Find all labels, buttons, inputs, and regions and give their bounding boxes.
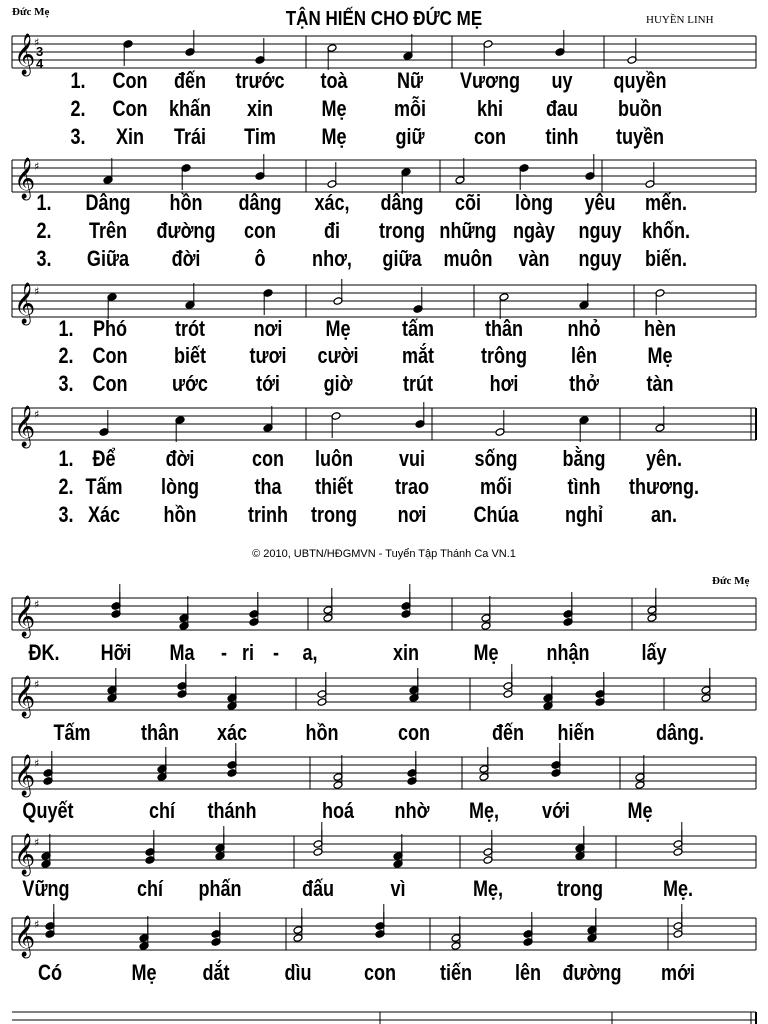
lyric-syllable: Phó xyxy=(92,316,128,341)
note-head xyxy=(555,30,565,56)
lyric-syllable: đến xyxy=(491,720,525,745)
note-head xyxy=(99,410,109,436)
note-head xyxy=(185,283,195,309)
lyric-syllable: nguy xyxy=(578,218,622,243)
staff xyxy=(12,408,756,440)
lyric-syllable: dâng xyxy=(380,190,424,215)
lyric-syllable: thở xyxy=(569,371,599,396)
note-head xyxy=(403,34,413,60)
key-signature-sharp-icon: ♯ xyxy=(34,36,40,49)
lyric-syllable: trút xyxy=(402,371,434,396)
treble-clef-icon: 𝄞 xyxy=(14,283,36,324)
lyric-syllable: đi xyxy=(323,218,341,243)
lyric-syllable: khấn xyxy=(168,96,212,121)
lyric-syllable: hồn xyxy=(305,720,339,745)
time-signature-top: 3 xyxy=(36,44,44,59)
lyric-syllable: nghỉ xyxy=(564,502,604,527)
lyric-syllable: a, xyxy=(302,640,318,665)
lyric-syllable: con xyxy=(243,218,277,243)
lyric-syllable: thân xyxy=(140,720,180,745)
lyric-syllable: nơi xyxy=(397,502,427,527)
lyric-syllable: Mẹ xyxy=(321,96,347,121)
lyric-syllable: lòng xyxy=(514,190,554,215)
lyric-syllable: vui xyxy=(398,446,426,471)
lyric-syllable: trinh xyxy=(247,502,289,527)
copyright-notice: © 2010, UBTN/HĐGMVN - Tuyển Tập Thánh Ca VN.1 xyxy=(252,548,516,560)
lyric-syllable: hồn xyxy=(169,190,203,215)
lyric-syllable: - xyxy=(272,640,280,665)
lyric-syllable: khốn. xyxy=(641,218,691,243)
staff xyxy=(12,36,756,68)
lyric-syllable: đời xyxy=(171,246,201,271)
note-head xyxy=(483,40,493,66)
lyric-syllable: giờ xyxy=(323,371,353,396)
treble-clef-icon: 𝄞 xyxy=(14,406,36,447)
lyric-syllable: Vững xyxy=(22,876,70,901)
lyric-syllable: hiến xyxy=(557,720,595,745)
treble-clef-icon: 𝄞 xyxy=(14,158,36,199)
lyric-syllable: Mẹ, xyxy=(468,798,500,823)
lyric-syllable: Tim xyxy=(244,124,276,149)
lyric-syllable: tinh xyxy=(545,124,579,149)
lyric-syllable: nhơ, xyxy=(312,246,352,271)
lyric-syllable: 1. xyxy=(58,446,74,471)
treble-clef-icon: 𝄞 xyxy=(14,755,36,796)
lyric-syllable: 2. xyxy=(58,343,74,368)
lyric-syllable: trong xyxy=(378,218,426,243)
lyric-syllable: con xyxy=(363,960,397,985)
note-head xyxy=(655,289,665,315)
note-head xyxy=(185,30,195,56)
lyric-syllable: Tấm xyxy=(85,474,123,499)
lyric-syllable: nơi xyxy=(253,316,283,341)
note-head xyxy=(263,289,273,315)
lyric-syllable: thương. xyxy=(629,474,699,499)
lyric-syllable: hèn xyxy=(643,316,677,341)
lyric-syllable: quyền xyxy=(613,68,667,93)
treble-clef-icon: 𝄞 xyxy=(14,916,36,957)
lyric-syllable: Mẹ xyxy=(321,124,347,149)
lyric-syllable: buồn xyxy=(617,96,663,121)
lyric-syllable: Ma xyxy=(169,640,195,665)
note-head xyxy=(327,162,337,188)
lyric-syllable: mến. xyxy=(644,190,688,215)
lyric-syllable: 3. xyxy=(58,371,74,396)
staff xyxy=(12,598,756,630)
lyric-syllable: 2. xyxy=(70,96,86,121)
lyric-syllable: an. xyxy=(650,502,678,527)
lyric-syllable: Mẹ xyxy=(647,343,673,368)
lyric-syllable: lên xyxy=(570,343,598,368)
lyric-syllable: con xyxy=(397,720,431,745)
lyric-syllable: khi xyxy=(476,96,504,121)
note-head xyxy=(333,279,343,305)
lyric-syllable: Trên xyxy=(88,218,128,243)
lyric-syllable: con xyxy=(251,446,285,471)
note-head xyxy=(331,412,341,438)
lyric-syllable: dâng. xyxy=(655,720,705,745)
lyric-syllable: Mẹ xyxy=(627,798,653,823)
lyric-syllable: Con xyxy=(112,68,148,93)
lyric-syllable: toà xyxy=(320,68,348,93)
lyric-syllable: 1. xyxy=(70,68,86,93)
key-signature-sharp-icon: ♯ xyxy=(34,285,40,298)
lyric-syllable: Vương xyxy=(460,68,520,93)
lyric-syllable: nhỏ xyxy=(567,316,601,341)
lyric-syllable: chí xyxy=(148,798,176,823)
treble-clef-icon: 𝄞 xyxy=(14,596,36,637)
note-head xyxy=(627,38,637,64)
lyric-syllable: Mẹ xyxy=(325,316,351,341)
key-signature-sharp-icon: ♯ xyxy=(34,598,40,611)
lyric-syllable: 1. xyxy=(58,316,74,341)
lyric-syllable: Con xyxy=(92,371,128,396)
note-head xyxy=(415,402,425,428)
note-head xyxy=(585,154,595,180)
lyric-syllable: yêu xyxy=(584,190,616,215)
lyric-syllable: yên. xyxy=(645,446,683,471)
lyric-syllable: lòng xyxy=(160,474,200,499)
lyric-syllable: xin xyxy=(246,96,274,121)
key-signature-sharp-icon: ♯ xyxy=(34,160,40,173)
lyric-syllable: tuyền xyxy=(615,124,665,149)
note-head xyxy=(519,164,529,190)
note-head xyxy=(579,283,589,309)
lyric-syllable: những xyxy=(439,218,497,243)
lyric-syllable: mới xyxy=(661,960,695,985)
lyric-syllable: vì xyxy=(390,876,406,901)
lyric-syllable: đấu xyxy=(301,876,335,901)
lyric-syllable: ĐK. xyxy=(28,640,60,665)
lyric-syllable: đời xyxy=(165,446,195,471)
lyric-syllable: giữa xyxy=(382,246,422,271)
lyric-syllable: trong xyxy=(310,502,358,527)
staff xyxy=(12,678,756,710)
lyric-syllable: Có xyxy=(37,960,63,985)
lyric-syllable: Quyết xyxy=(22,798,74,823)
lyric-syllable: 2. xyxy=(58,474,74,499)
lyric-syllable: ô xyxy=(254,246,266,271)
lyric-syllable: biết xyxy=(173,343,207,368)
lyric-syllable: hơi xyxy=(489,371,519,396)
note-head xyxy=(255,38,265,64)
lyric-syllable: - xyxy=(220,640,228,665)
key-signature-sharp-icon: ♯ xyxy=(34,918,40,931)
treble-clef-icon: 𝄞 xyxy=(14,676,36,717)
lyric-syllable: Mẹ xyxy=(131,960,157,985)
lyric-syllable: Tấm xyxy=(53,720,91,745)
lyric-syllable: biến. xyxy=(644,246,688,271)
lyric-syllable: 3. xyxy=(58,502,74,527)
lyric-syllable: Mẹ. xyxy=(662,876,694,901)
lyric-syllable: cười xyxy=(317,343,359,368)
lyric-syllable: trong xyxy=(556,876,604,901)
lyric-syllable: 3. xyxy=(36,246,52,271)
lyric-syllable: nhận xyxy=(546,640,590,665)
note-head xyxy=(327,44,337,70)
lyric-syllable: xin xyxy=(392,640,420,665)
lyric-syllable: mối xyxy=(479,474,513,499)
lyric-syllable: Mẹ, xyxy=(472,876,504,901)
lyric-syllable: nguy xyxy=(578,246,622,271)
lyric-syllable: xác, xyxy=(314,190,350,215)
note-head xyxy=(579,416,589,442)
note-head xyxy=(495,410,505,436)
lyric-syllable: dâng xyxy=(238,190,282,215)
staff xyxy=(12,285,756,317)
lyric-syllable: Giữa xyxy=(86,246,130,271)
lyric-syllable: thiết xyxy=(314,474,354,499)
lyric-syllable: Dâng xyxy=(85,190,131,215)
lyric-syllable: lên xyxy=(514,960,542,985)
lyric-syllable: Xác xyxy=(87,502,121,527)
note-head xyxy=(655,406,665,432)
song-title: TẬN HIẾN CHO ĐỨC MẸ xyxy=(285,8,483,30)
lyric-syllable: giữ xyxy=(395,124,425,149)
key-signature-sharp-icon: ♯ xyxy=(34,836,40,849)
staff-partial xyxy=(12,1012,756,1024)
lyric-syllable: trao xyxy=(394,474,430,499)
treble-clef-icon: 𝄞 xyxy=(14,834,36,875)
page-tag: Đức Mẹ xyxy=(12,6,50,18)
lyric-syllable: sống xyxy=(474,446,518,471)
lyric-syllable: trước xyxy=(235,68,285,93)
lyric-syllable: nhờ xyxy=(394,798,430,823)
lyric-syllable: hoá xyxy=(321,798,355,823)
lyric-syllable: muôn xyxy=(443,246,493,271)
lyric-syllable: đau xyxy=(545,96,579,121)
note-head xyxy=(263,406,273,432)
lyric-syllable: Chúa xyxy=(473,502,519,527)
lyric-syllable: Trái xyxy=(173,124,207,149)
key-signature-sharp-icon: ♯ xyxy=(34,757,40,770)
note-head xyxy=(181,164,191,190)
note-head xyxy=(645,162,655,188)
lyric-syllable: Để xyxy=(92,446,116,471)
lyric-syllable: Nữ xyxy=(396,68,424,93)
lyric-syllable: cõi xyxy=(454,190,482,215)
lyric-syllable: Xin xyxy=(115,124,145,149)
lyric-syllable: trông xyxy=(480,343,528,368)
note-head xyxy=(455,158,465,184)
lyric-syllable: uy xyxy=(551,68,573,93)
lyric-syllable: con xyxy=(473,124,507,149)
lyric-syllable: mắt xyxy=(401,343,435,368)
lyric-syllable: dắt xyxy=(202,960,230,985)
lyric-syllable: xác xyxy=(216,720,248,745)
lyric-syllable: phấn xyxy=(198,876,242,901)
key-signature-sharp-icon: ♯ xyxy=(34,678,40,691)
note-head xyxy=(413,287,423,313)
note-head xyxy=(103,158,113,184)
second-page-tag: Đức Mẹ xyxy=(712,575,750,587)
lyric-syllable: 3. xyxy=(70,124,86,149)
lyric-syllable: đường xyxy=(562,960,622,985)
lyric-syllable: đường xyxy=(156,218,216,243)
lyric-syllable: lấy xyxy=(641,640,667,665)
lyric-syllable: thánh xyxy=(207,798,257,823)
lyric-syllable: với xyxy=(542,798,570,823)
lyric-syllable: đến xyxy=(173,68,207,93)
lyric-syllable: ước xyxy=(172,371,208,396)
lyric-syllable: mỗi xyxy=(393,96,427,121)
lyric-syllable: 2. xyxy=(36,218,52,243)
key-signature-sharp-icon: ♯ xyxy=(34,408,40,421)
lyric-syllable: luôn xyxy=(314,446,354,471)
lyric-syllable: Hỡi xyxy=(100,640,132,665)
lyric-syllable: vàn xyxy=(518,246,550,271)
staff xyxy=(12,160,756,192)
lyric-syllable: thân xyxy=(484,316,524,341)
lyric-syllable: hồn xyxy=(163,502,197,527)
lyric-syllable: trót xyxy=(174,316,206,341)
lyric-syllable: ngày xyxy=(512,218,556,243)
lyric-syllable: 1. xyxy=(36,190,52,215)
note-head xyxy=(255,154,265,180)
staff xyxy=(12,836,756,868)
lyric-syllable: tha xyxy=(254,474,282,499)
lyric-syllable: tươi xyxy=(249,343,287,368)
lyric-syllable: dìu xyxy=(284,960,312,985)
lyric-syllable: bằng xyxy=(562,446,606,471)
lyric-syllable: tấm xyxy=(401,316,435,341)
treble-clef-icon: 𝄞 xyxy=(14,34,36,75)
time-signature-bottom: 4 xyxy=(36,56,44,71)
composer-name: HUYỀN LINH xyxy=(646,14,714,26)
lyric-syllable: Mẹ xyxy=(473,640,499,665)
lyric-syllable: tình xyxy=(567,474,601,499)
lyric-syllable: tiến xyxy=(439,960,473,985)
lyric-syllable: tàn xyxy=(646,371,674,396)
note-head xyxy=(175,416,185,442)
lyric-syllable: chí xyxy=(136,876,164,901)
lyric-syllable: Con xyxy=(92,343,128,368)
note-head xyxy=(123,40,133,66)
lyric-syllable: Con xyxy=(112,96,148,121)
lyric-syllable: ri xyxy=(241,640,255,665)
lyric-syllable: tới xyxy=(256,371,280,396)
